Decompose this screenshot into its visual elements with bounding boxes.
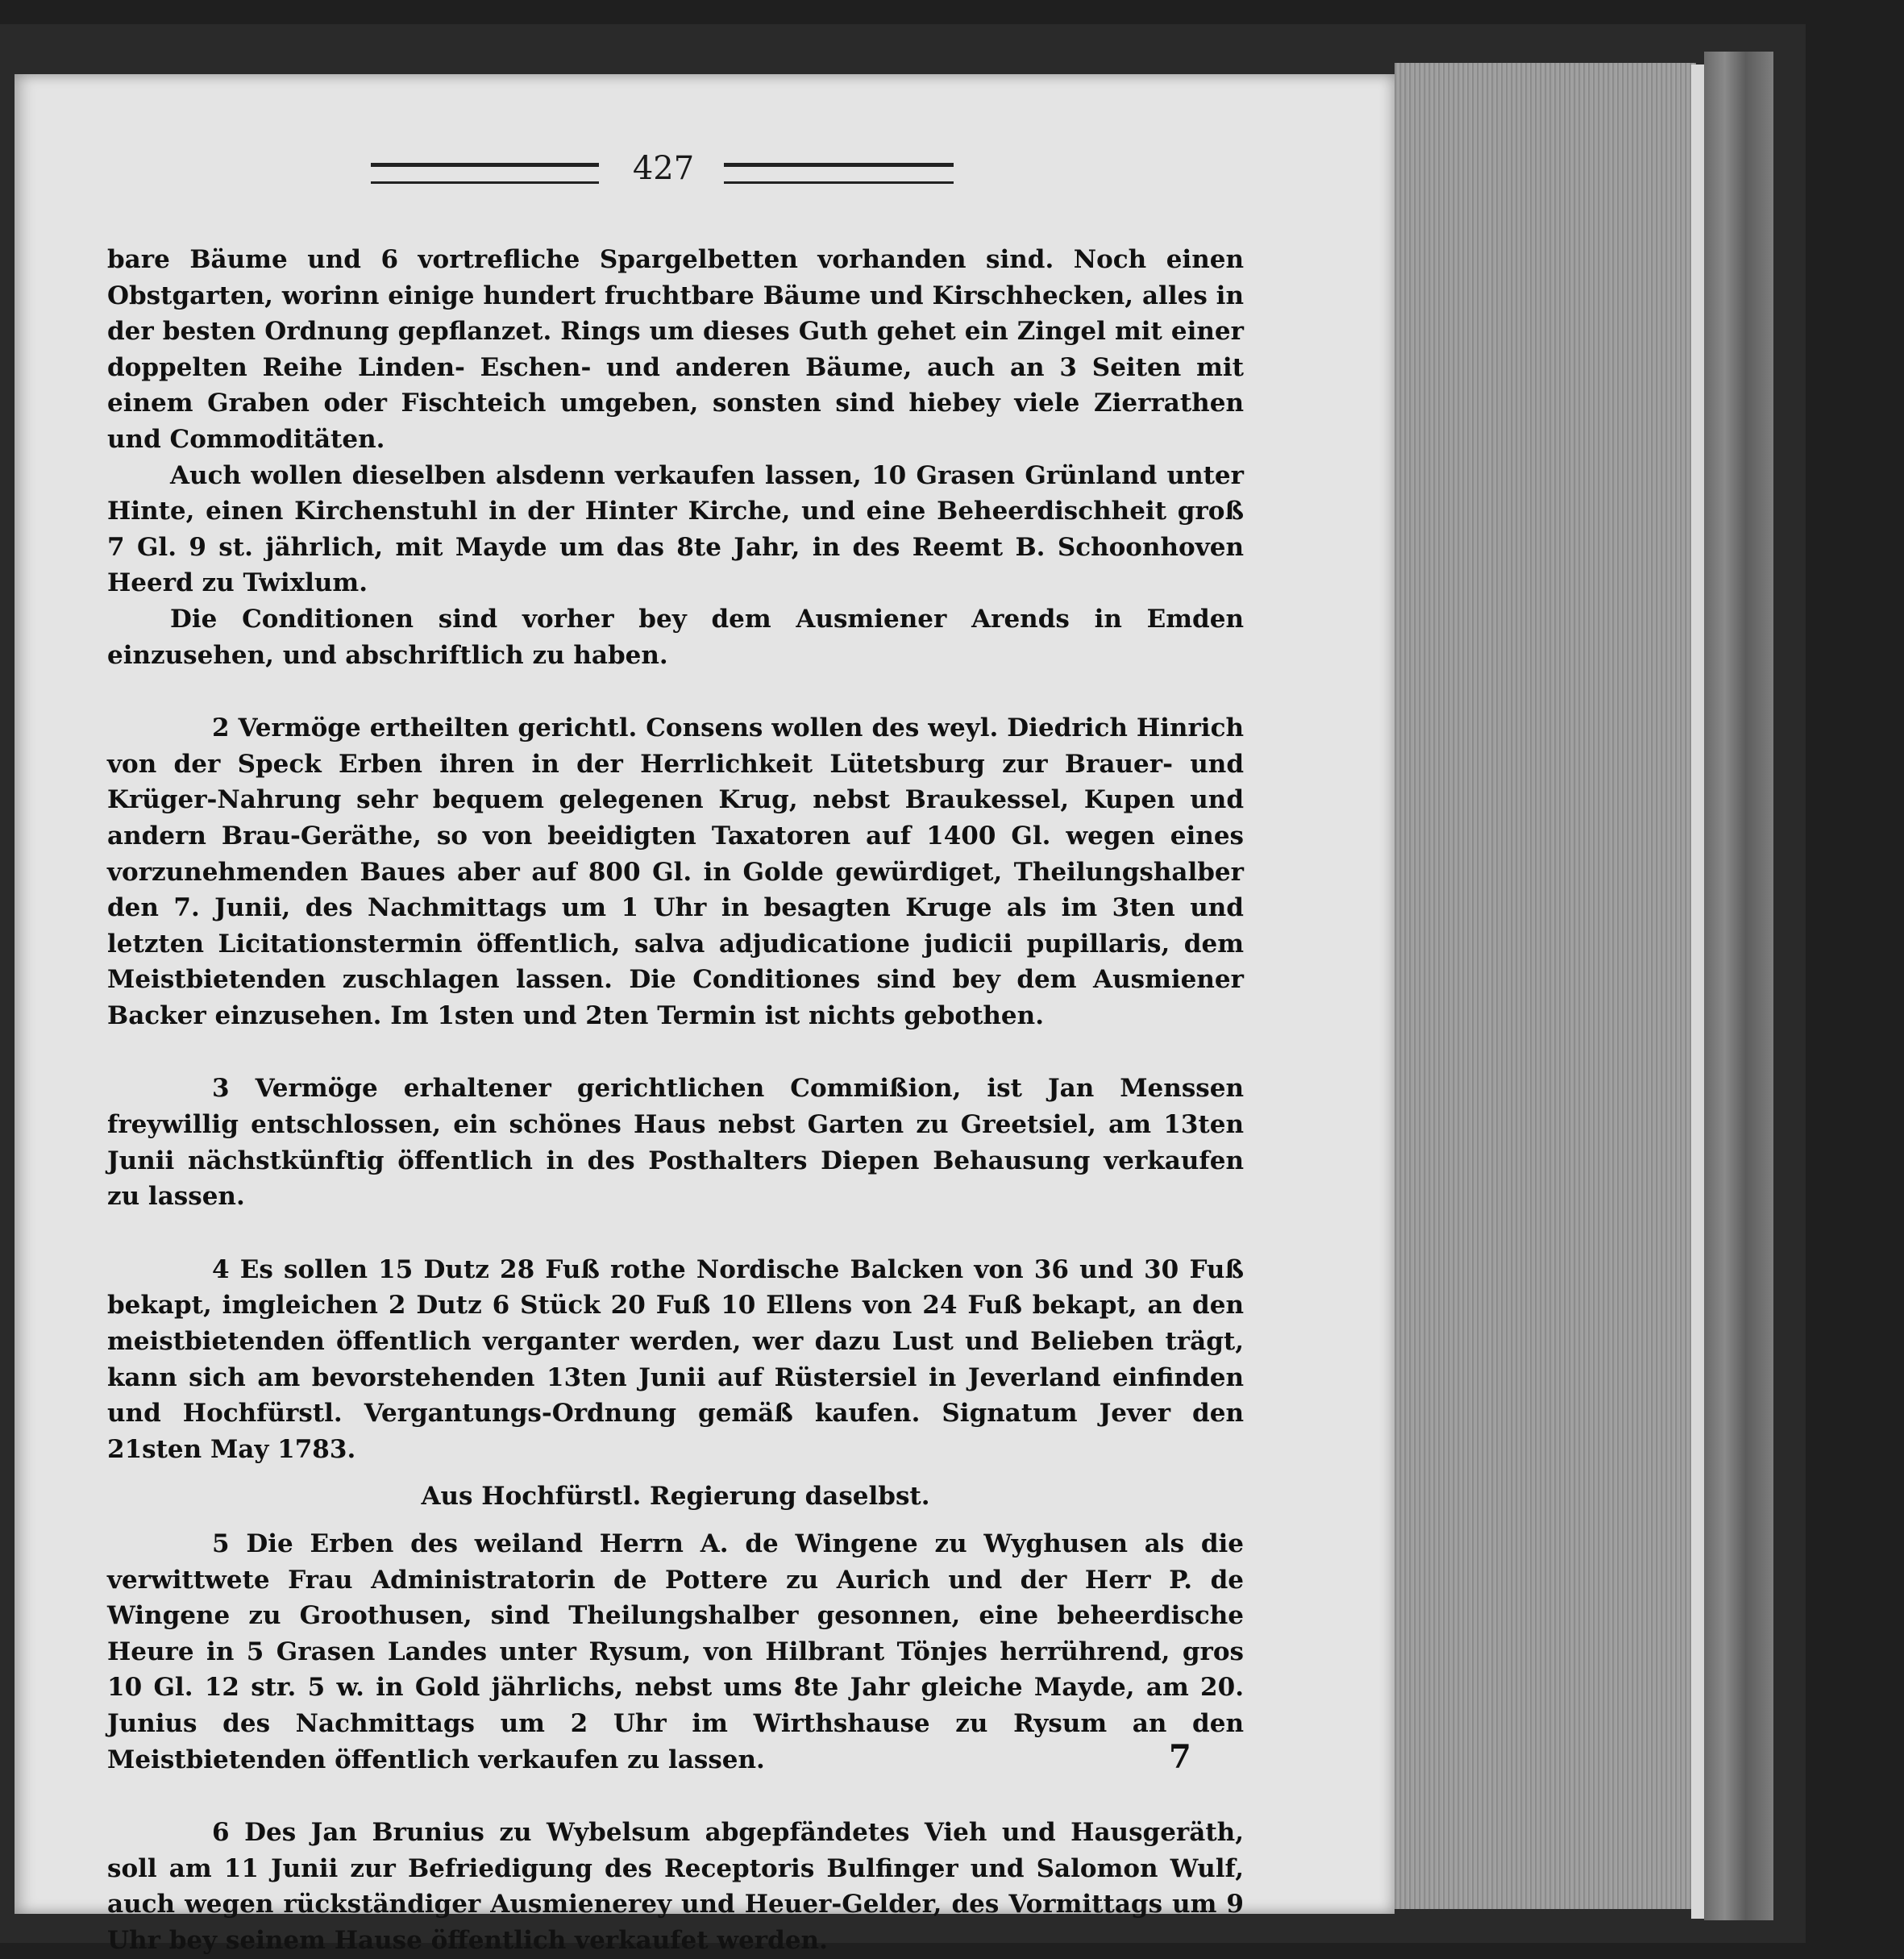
entry-5: 5 Die Erben des weiland Herrn A. de Wingene zu Wyghusen als die verwittwete Frau Administratorin de Pottere zu Aurich und der Herr P. de Wingene zu Groothusen, sind Theilungshalber gesonnen, eine beheerdische Heure in 5 Grasen Landes unter Rysum, von Hilbrant Tönjes herrührend, gros 10 Gl. 12 str. 5 w. in Gold jährlichs, nebst ums 8te Jahr gleiche Mayde, am 20. Junius des Nachmittags um 2 Uhr im Wirthshause zu Rysum an den Meistbietenden öffentlich verkaufen zu lassen. [107, 1529, 1244, 1774]
catchword: 7 [1169, 1738, 1191, 1776]
entry-2: 2 Vermöge ertheilten gerichtl. Consens wollen des weyl. Diedrich Hinrich von der Speck Erben ihren in der Herrlichkeit Lütetsburg zur Brauer- und Krüger-Nahrung sehr bequem gelegenen Krug, nebst Braukessel, Kupen und andern Brau-Geräthe, so von beeidigten Taxatoren auf 1400 Gl. wegen eines vorzunehmenden Baues aber auf 800 Gl. in Golde gewürdiget, Theilungshalber den 7. Junii, des Nachmittags um 1 Uhr in besagten Kruge als im 3ten und letzten Licitationstermin öffentlich, salva adjudicatione judicii pupillaris, dem Meistbietenden zuschlagen lassen. Die Conditiones sind bey dem Ausmiener Backer einzusehen. Im 1sten und 2ten Termin ist nichts gebothen. [107, 713, 1244, 1030]
page-text [107, 242, 1244, 1959]
paragraph-conditions: Die Conditionen sind vorher bey dem Ausmiener Arends in Emden einzusehen, und abschriftlich zu haben. [107, 604, 1244, 670]
book-page-edge [1691, 64, 1704, 1919]
entry-4: 4 Es sollen 15 Dutz 28 Fuß rothe Nordische Balcken von 36 und 30 Fuß bekapt, imgleichen 2 Dutz 6 Stück 20 Fuß 10 Ellens von 24 Fuß bekapt, an den meistbietenden öffentlich verganter werden, wer dazu Lust und Belieben trägt, kann sich am bevorstehenden 13ten Junii auf Rüstersiel in Jeverland einfinden und Hochfürstl. Vergantungs-Ordnung gemäß kaufen. Signatum Jever den 21sten May 1783. [107, 1254, 1244, 1464]
entry-6: 6 Des Jan Brunius zu Wybelsum abgepfändetes Vieh und Hausgeräth, soll am 11 Junii zur Befriedigung des Receptoris Bulfinger und Salomon Wulf, auch wegen rückständiger Ausmienerey und Heuer-Gelder, des Vormittags um 9 Uhr bey seinem Hause öffentlich verkaufet werden. [107, 1818, 1244, 1955]
book-cover [1704, 52, 1773, 1920]
header-rule-right [724, 163, 954, 184]
section-heading: Aus Hochfürstl. Regierung daselbst. [421, 1482, 930, 1512]
entry-3: 3 Vermöge erhaltener gerichtlichen Commißion, ist Jan Menssen freywillig entschlossen, ein schönes Haus nebst Garten zu Greetsiel, am 13ten Junii nächstkünftig öffentlich in des Posthalters Diepen Behausung verkaufen zu lassen. [107, 1074, 1244, 1212]
header-rule-left [371, 163, 599, 184]
paragraph-continued: bare Bäume und 6 vortrefliche Spargelbetten vorhanden sind. Noch einen Obstgarten, worinn einige hundert fruchtbare Bäume und Kirschhecken, alles in der besten Ordnung gepflanzet. Rings um dieses Guth gehet ein Zingel mit einer doppelten Reihe Linden- Eschen- und anderen Bäume, auch an 3 Seiten mit einem Graben oder Fischteich umgeben, sonsten sind hiebey viele Zierrathen und Commoditäten. [107, 245, 1244, 454]
paragraph-sale-land: Auch wollen dieselben alsdenn verkaufen lassen, 10 Grasen Grünland unter Hinte, einen Kirchenstuhl in der Hinter Kirche, und eine Beheerdischheit groß 7 Gl. 9 st. jährlich, mit Mayde um das 8te Jahr, in des Reemt B. Schoonhoven Heerd zu Twixlum. [107, 460, 1244, 598]
page-number: 427 [632, 150, 695, 187]
book-fore-edge [1395, 63, 1696, 1909]
